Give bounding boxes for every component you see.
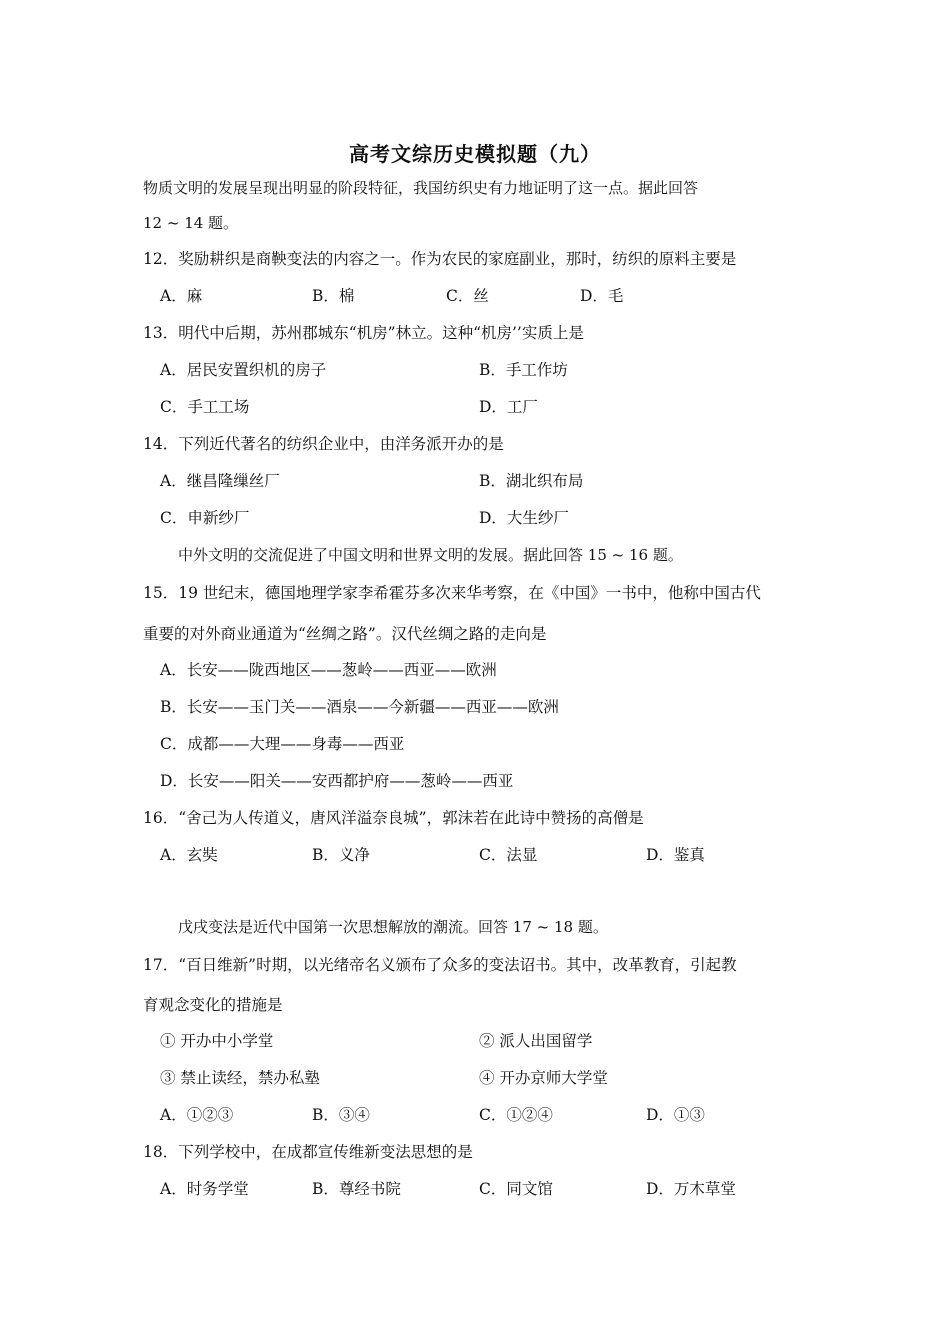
intro-text-3: 戊戌变法是近代中国第一次思想解放的潮流。回答 17 ~ 18 题。	[178, 918, 608, 936]
question-13-option-d: D．工厂	[479, 398, 538, 416]
question-12-option-c: C．丝	[446, 287, 489, 305]
question-16-option-b: B．义净	[312, 846, 370, 864]
question-17-option-a: A．①②③	[160, 1106, 234, 1124]
question-12-option-b: B．棉	[312, 287, 355, 305]
question-16-stem: 16．“舍己为人传道义，唐风洋溢奈良城”，郭沫若在此诗中赞扬的高僧是	[143, 809, 644, 827]
question-13-stem: 13．明代中后期，苏州郡城东“机房”林立。这种“机房’’实质上是	[143, 324, 584, 342]
question-17-stem-line-1: 17．“百日维新”时期，以光绪帝名义颁布了众多的变法诏书。其中，改革教育，引起教	[143, 956, 737, 974]
intro-text-line-1: 物质文明的发展呈现出明显的阶段特征，我国纺织史有力地证明了这一点。据此回答	[143, 179, 699, 197]
question-17-item-2: ② 派人出国留学	[479, 1032, 593, 1050]
question-18-option-b: B．尊经书院	[312, 1180, 401, 1198]
question-15-stem-line-2: 重要的对外商业通道为“丝绸之路”。汉代丝绸之路的走向是	[143, 625, 547, 643]
intro-text-2: 中外文明的交流促进了中国文明和世界文明的发展。据此回答 15 ~ 16 题。	[178, 546, 683, 564]
question-18-option-a: A．时务学堂	[160, 1180, 249, 1198]
page-title: 高考文综历史模拟题（九）	[349, 142, 601, 166]
question-16-option-c: C．法显	[479, 846, 538, 864]
question-17-option-c: C．①②④	[479, 1106, 553, 1124]
question-17-stem-line-2: 育观念变化的措施是	[143, 996, 283, 1014]
question-15-option-a: A．长安——陇西地区——葱岭——西亚——欧洲	[160, 661, 497, 679]
question-14-option-c: C．申新纱厂	[160, 509, 250, 527]
question-14-option-d: D．大生纱厂	[479, 509, 569, 527]
question-13-option-a: A．居民安置织机的房子	[160, 361, 327, 379]
question-15-option-b: B．长安——玉门关——酒泉——今新疆——西亚——欧洲	[160, 698, 559, 716]
question-15-option-c: C．成都——大理——身毒——西亚	[160, 735, 405, 753]
question-15-option-d: D．长安——阳关——安西都护府——葱岭——西亚	[160, 772, 514, 790]
question-17-item-1: ① 开办中小学堂	[160, 1032, 274, 1050]
question-18-option-d: D．万木草堂	[646, 1180, 736, 1198]
question-12-option-a: A．麻	[160, 287, 203, 305]
question-12-option-d: D．毛	[580, 287, 624, 305]
question-14-option-b: B．湖北织布局	[479, 472, 584, 490]
intro-text-line-2: 12 ~ 14 题。	[143, 214, 239, 232]
question-13-option-b: B．手工作坊	[479, 361, 568, 379]
question-16-option-a: A．玄奘	[160, 846, 218, 864]
question-18-stem: 18．下列学校中，在成都宣传维新变法思想的是	[143, 1143, 473, 1161]
question-17-item-3: ③ 禁止读经，禁办私塾	[160, 1069, 320, 1087]
question-17-option-b: B．③④	[312, 1106, 370, 1124]
question-17-option-d: D．①③	[646, 1106, 705, 1124]
question-17-item-4: ④ 开办京师大学堂	[479, 1069, 608, 1087]
question-14-stem: 14．下列近代著名的纺织企业中，由洋务派开办的是	[143, 435, 504, 453]
question-14-option-a: A．继昌隆缫丝厂	[160, 472, 280, 490]
question-15-stem-line-1: 15．19 世纪末，德国地理学家李希霍芬多次来华考察，在《中国》一书中，他称中国古代	[143, 584, 761, 602]
question-18-option-c: C．同文馆	[479, 1180, 553, 1198]
question-16-option-d: D．鉴真	[646, 846, 705, 864]
question-13-option-c: C．手工工场	[160, 398, 250, 416]
question-12-stem: 12．奖励耕织是商鞅变法的内容之一。作为农民的家庭副业，那时，纺织的原料主要是	[143, 250, 737, 268]
